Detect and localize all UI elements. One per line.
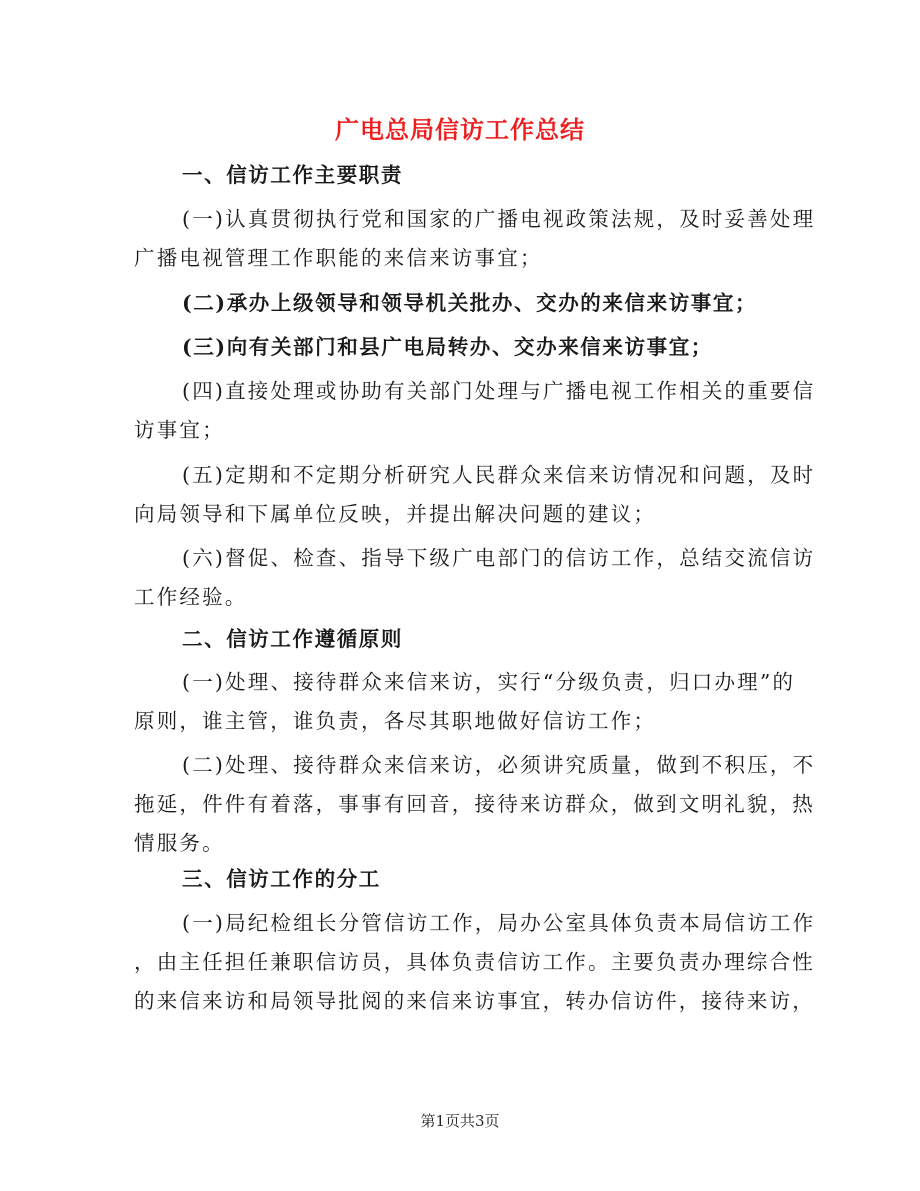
paragraph-line: 的来信来访和局领导批阅的来信来访事宜，转办信访件，接待来访，	[134, 989, 815, 1013]
paragraph-line-bold: (三)向有关部门和县广电局转办、交办来信来访事宜；	[182, 335, 713, 359]
paragraph-line: ，由主任担任兼职信访员，具体负责信访工作。主要负责办理综合性	[134, 950, 815, 974]
paragraph-line: (一)局纪检组长分管信访工作，局办公室具体负责本局信访工作	[182, 911, 816, 935]
paragraph-line: 原则，谁主管，谁负责，各尽其职地做好信访工作；	[134, 709, 657, 733]
paragraph-line-bold: (二)承办上级领导和领导机关批办、交办的来信来访事宜；	[182, 291, 758, 315]
document-title: 广电总局信访工作总结	[335, 115, 585, 144]
paragraph-line: 拖延，件件有着落，事事有回音，接待来访群众，做到文明礼貌，热	[134, 792, 815, 816]
paragraph-line: (一)处理、接待群众来信来访，实行“分级负责，归口办理”的	[182, 670, 796, 694]
section-heading-1: 一、信访工作主要职责	[182, 163, 403, 187]
section-heading-2: 二、信访工作遵循原则	[182, 627, 403, 651]
paragraph-line: (二)处理、接待群众来信来访，必须讲究质量，做到不积压，不	[182, 753, 816, 777]
paragraph-line: (一)认真贯彻执行党和国家的广播电视政策法规，及时妥善处理	[182, 207, 816, 231]
section-heading-3: 三、信访工作的分工	[182, 867, 381, 891]
paragraph-line: (五)定期和不定期分析研究人民群众来信来访情况和问题，及时	[182, 463, 816, 487]
paragraph-line: 广播电视管理工作职能的来信来访事宜；	[134, 246, 543, 270]
paragraph-line: 工作经验。	[134, 585, 248, 609]
paragraph-line: (四)直接处理或协助有关部门处理与广播电视工作相关的重要信	[182, 379, 816, 403]
paragraph-line: 向局领导和下属单位反映，并提出解决问题的建议；	[134, 502, 657, 526]
paragraph-line: (六)督促、检查、指导下级广电部门的信访工作，总结交流信访	[182, 546, 816, 570]
paragraph-line: 情服务。	[134, 831, 225, 855]
paragraph-line: 访事宜；	[134, 418, 225, 442]
page-indicator: 第1页共3页	[420, 1112, 500, 1130]
